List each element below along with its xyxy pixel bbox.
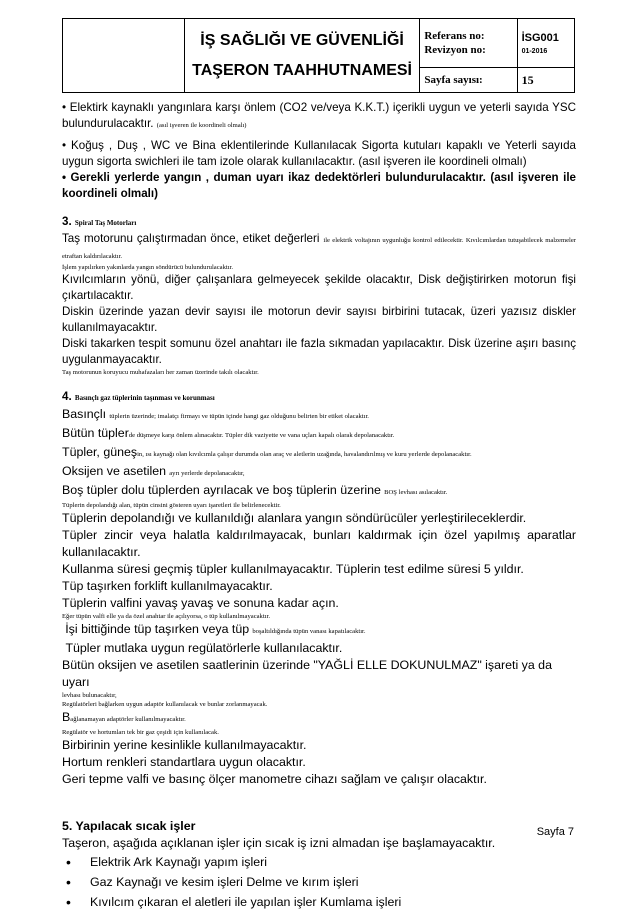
section4-l4: Oksijen ve asetilen ayrı yerlerde depolanacaktır, <box>62 464 245 478</box>
title-cell <box>184 19 419 93</box>
document-body <box>62 100 576 912</box>
bullet-fire-extinguisher: • Elektirk kaynaklı yangınlara karşı önlem (CO2 ve/veya K.K.T.) içerikli uygun ve yeterli sayıda YSC bulundurulacaktır. (asıl işveren ile koordineli olmalı) <box>62 101 576 130</box>
section4-l19: Birbirinin yerine kesinlikle kullanılmayacaktır. <box>62 738 307 752</box>
section4-l18: Regülatör ve hortumları tek bir gaz çeşidi için kullanılacak. <box>62 729 219 736</box>
section4-l15-note: levhası bulunacaktır, <box>62 692 117 699</box>
section4-l20: Hortum renkleri standartlara uygun olacaktır. <box>62 755 306 769</box>
section4-l11: Tüplerin valfini yavaş yavaş ve sonuna kadar açın. <box>62 596 339 610</box>
section4-l13: İşi bittiğinde tüp taşırken veya tüp boşaltıldığında tüpün vanası kapatılacaktır. <box>65 622 366 636</box>
rev-label: Revizyon no: <box>424 44 486 56</box>
section5-intro: Taşeron, aşağıda açıklanan işler için sıcak iş izni almadan işe başlamayacaktır. <box>62 836 496 850</box>
section4-l3: Tüpler, güneşin, ısı kaynağı olan kıvılcımla çalışır durumda olan araç ve aletlerin uzağında, havalandırılmış ve kuru yerlerde depolanacaktır. <box>62 445 472 459</box>
section3-p4: Diski takarken tespit somunu özel anahtarı ile fazla sıkmadan yapılacaktır. Disk üzerine aşırı basınç uygulanmayacaktır. <box>62 337 576 366</box>
section4-l12: Eğer tüpün valfi elle ya da özel anahtar ile açılıyorsa, o tüp kullanılmayacaktır. <box>62 613 270 620</box>
bullet-fuse-boxes: • Koğuş , Duş , WC ve Bina eklentilerinde Kullanılacak Sigorta kutuları kapaklı ve Yeterli sayıda uygun sigorta swichleri ile tam izole olarak kullanılacaktır. (asıl işveren ile koordineli olmalı) <box>62 139 576 168</box>
document-subtitle: TAŞERON TAAHHUTNAMESİ <box>192 61 412 79</box>
ref-rev-labels <box>420 19 517 68</box>
ref-rev-values <box>517 19 574 68</box>
section4-l1: Basınçlı tüplerin üzerinde; imalatçı firmayı ve tüpün içinde hangi gaz olduğunu belirten bir etiket olacaktır. <box>62 407 369 421</box>
page-count-value: 15 <box>517 68 574 93</box>
section4-heading: 4. Basınçlı gaz tüplerinin taşınması ve korunması <box>62 390 215 403</box>
section4-l2: Bütün tüplerde düşmeye karşı önlem alınacaktır. Tüpler dik vaziyette ve vana uçları kapalı olarak depolanacaktır. <box>62 426 395 440</box>
page-number-footer: Sayfa 7 <box>536 826 574 838</box>
section4-l9: Kullanma süresi geçmiş tüpler kullanılmayacaktır. Tüplerin test edilme süresi 5 yıldır. <box>62 562 524 576</box>
section4-l8: Tüpler zincir veya halatla kaldırılmayacak, bunları kaldırmak için özel yapılmış aparatlar kullanılacaktır. <box>62 528 576 559</box>
section3-p1: Taş motorunu çalıştırmadan önce, etiket değerleri ile elektrik voltajının uygunluğu kontrol edilecektir. Kıvılcımlardan tutuşabilecek malzemeler etraftan kaldırılacaktır. <box>62 232 576 260</box>
rev-value: 01-2016 <box>521 47 548 55</box>
section5-item-2: • Gaz Kaynağı ve kesim işleri Delme ve kırım işleri <box>62 872 576 892</box>
page-count-label: Sayfa sayısı: <box>420 68 517 93</box>
section5-item-1: • Elektrik Ark Kaynağı yapım işleri <box>62 852 576 872</box>
section4-l15: Bütün oksijen ve asetilen saatlerinin üzerinde "YAĞLİ ELLE DOKUNULMAZ" işareti ya da uyarı <box>62 658 552 689</box>
bullet-smoke-detectors: • Gerekli yerlerde yangın , duman uyarı ikaz dedektörleri bulundurulacaktır. (asıl işveren ile koordineli olmalı) <box>62 171 576 200</box>
section3-p3: Diskin üzerinde yazan devir sayısı ile motorun devir sayısı birbirini tutacak, üzeri yazısız diskler kullanılmayacaktır. <box>62 305 576 334</box>
section3-p1-note: İşlem yapılırken yakınlarda yangın söndürücü bulundurulacaktır. <box>62 264 234 271</box>
section4-l10: Tüp taşırken forklift kullanılmayacaktır. <box>62 579 273 593</box>
ref-label: Referans no: <box>424 30 485 42</box>
logo-cell <box>63 19 185 93</box>
section3-p5: Taş motorunun koruyucu muhafazaları her zaman üzerinde takılı olacaktır. <box>62 369 259 376</box>
section3-heading: 3. Spiral Taş Motorları <box>62 215 137 228</box>
section5-item-3: • Kıvılcım çıkaran el aletleri ile yapılan işler Kumlama işleri <box>62 892 576 912</box>
section4-l21: Geri tepme valfi ve basınç ölçer manometre cihazı sağlam ve çalışır olacaktır. <box>62 772 487 786</box>
section4-l16: Regülatörleri bağlarken uygun adaptör kullanılacak ve bunlar zorlanmayacak. <box>62 701 268 708</box>
section3-p2: Kıvılcımların yönü, diğer çalışanlara gelmeyecek şekilde olacaktır, Disk değiştirirken motorun fişi çıkartılacaktır. <box>62 273 576 302</box>
section4-l7: Tüplerin depolandığı ve kullanıldığı alanlara yangın söndürücüler yerleştirileceklerdir. <box>62 511 527 525</box>
document-header-table <box>62 18 575 93</box>
section4-l6: Tüplerin depolandığı alan, tüpün cinsini gösteren uyarı işaretleri ile belirlenecektir. <box>62 502 281 509</box>
document-title: İŞ SAĞLIĞI VE GÜVENLİĞİ <box>200 31 404 49</box>
ref-value: İSG001 <box>521 31 559 44</box>
section4-l5: Boş tüpler dolu tüplerden ayrılacak ve boş tüplerin üzerine BOŞ levhası asılacaktır. <box>62 483 448 497</box>
section4-l17: Bağlanamayan adaptörler kullanılmayacaktır. <box>62 710 186 724</box>
section5-heading: 5. Yapılacak sıcak işler <box>62 819 196 833</box>
section4-l14: Tüpler mutlaka uygun regülatörlerle kullanılacaktır. <box>65 641 343 655</box>
